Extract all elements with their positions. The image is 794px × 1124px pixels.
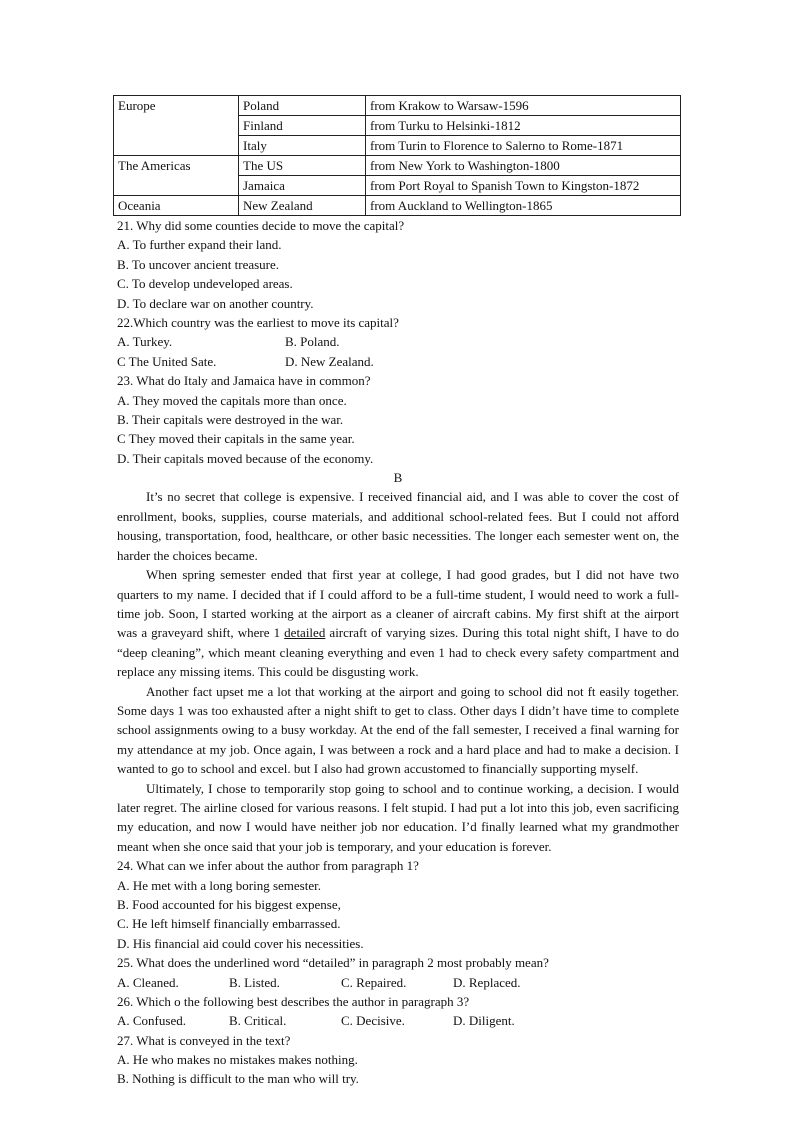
option-c: C They moved their capitals in the same year. — [117, 431, 355, 447]
question-23 — [117, 371, 679, 468]
country-cell: Jamaica — [239, 176, 366, 196]
question-stem: 23. What do Italy and Jamaica have in common? — [117, 373, 371, 389]
question-stem: 25. What does the underlined word “detailed” in paragraph 2 most probably mean? — [117, 955, 549, 971]
country-cell: Finland — [239, 116, 366, 136]
paragraph-3: Another fact upset me a lot that working at the airport and going to school did not ft easily together. Some days 1 was too exhausted after a night shift to get to class. Other days I didn’t have time to complete school assignments owing to a busy workday. At the end of the fall semester, I received a final warning for my attendance at my job. Once again, I was between a rock and a hard place and had to make a decision. I wanted to go to school and excel. but I also had grown accustomed to financially supporting myself. — [117, 683, 679, 777]
option-a: A. He who makes no mistakes makes nothing. — [117, 1052, 358, 1068]
option-d: D. Diligent. — [453, 1013, 515, 1029]
options-row — [117, 973, 679, 992]
region-cell: Oceania — [114, 196, 239, 216]
country-cell: Poland — [239, 96, 366, 116]
region-cell: Europe — [114, 96, 239, 116]
options-row — [117, 1011, 679, 1030]
option-d: D. Replaced. — [453, 974, 521, 990]
question-stem: 24. What can we infer about the author from paragraph 1? — [117, 858, 419, 874]
option-c: C. To develop undeveloped areas. — [117, 276, 293, 292]
paragraph-2-start: When spring semester ended that first year at college, I had good grades, but I did not have two quarters to my name. I decided that if I could afford to be a full-time student, I would need to work a full-time job. Soon, I started working at the airport as a cleaner of aircraft cabins. My first shift at the airport was a graveyard shift, where 1 — [117, 567, 679, 641]
move-cell: from Port Royal to Spanish Town to Kingston-1872 — [366, 176, 681, 196]
option-b: B. Listed. — [229, 974, 280, 990]
option-c: C. He left himself financially embarrassed. — [117, 916, 341, 932]
move-cell: from New York to Washington-1800 — [366, 156, 681, 176]
region-cell — [114, 176, 239, 196]
question-21 — [117, 216, 679, 313]
country-cell: Italy — [239, 136, 366, 156]
region-cell — [114, 116, 239, 136]
question-24 — [117, 856, 679, 953]
option-b: B. Critical. — [229, 1013, 287, 1029]
move-cell: from Krakow to Warsaw-1596 — [366, 96, 681, 116]
move-cell: from Turin to Florence to Salerno to Rome-1871 — [366, 136, 681, 156]
option-b: B. Nothing is difficult to the man who will try. — [117, 1071, 359, 1087]
table-row — [114, 116, 681, 136]
country-cell: New Zealand — [239, 196, 366, 216]
option-b: B. Their capitals were destroyed in the war. — [117, 411, 344, 427]
paragraph-2-end: aircraft of varying sizes. During this total night shift, I have to do “deep cleaning”, which meant cleaning everything and even 1 had to check every safety compartment and replace any missing items. This could be disgusting work. — [117, 625, 679, 680]
question-27 — [117, 1031, 679, 1089]
table-row — [114, 196, 681, 216]
option-d: D. Their capitals moved because of the economy. — [117, 450, 374, 466]
option-a: A. They moved the capitals more than once. — [117, 392, 347, 408]
table-row — [114, 96, 681, 116]
region-cell: The Americas — [114, 156, 239, 176]
region-cell — [114, 136, 239, 156]
paragraph-2 — [117, 565, 679, 681]
country-cell: The US — [239, 156, 366, 176]
option-c: C. Decisive. — [341, 1013, 405, 1029]
question-stem: 22.Which country was the earliest to move its capital? — [117, 314, 399, 330]
question-22 — [117, 313, 679, 371]
table-row — [114, 176, 681, 196]
option-a: A. Cleaned. — [117, 974, 179, 990]
options-row — [117, 332, 679, 351]
exam-page — [117, 95, 679, 1089]
option-d: D. New Zealand. — [285, 353, 374, 369]
question-stem: 27. What is conveyed in the text? — [117, 1032, 291, 1048]
capital-moves-table — [113, 95, 681, 216]
table-row — [114, 136, 681, 156]
option-a: A. To further expand their land. — [117, 237, 282, 253]
table-row — [114, 156, 681, 176]
option-b: B. Food accounted for his biggest expense, — [117, 896, 341, 912]
option-b: B. To uncover ancient treasure. — [117, 256, 280, 272]
option-d: D. To declare war on another country. — [117, 295, 314, 311]
reading-passage — [117, 487, 679, 856]
question-25 — [117, 953, 679, 992]
move-cell: from Auckland to Wellington-1865 — [366, 196, 681, 216]
option-c: C. Repaired. — [341, 974, 407, 990]
option-d: D. His financial aid could cover his necessities. — [117, 935, 364, 951]
option-c: C The United Sate. — [117, 353, 217, 369]
option-b: B. Poland. — [285, 334, 340, 350]
underlined-word: detailed — [284, 625, 326, 641]
option-a: A. Turkey. — [117, 334, 173, 350]
section-heading: B — [393, 470, 403, 486]
move-cell: from Turku to Helsinki-1812 — [366, 116, 681, 136]
question-26 — [117, 992, 679, 1031]
question-stem: 21. Why did some counties decide to move the capital? — [117, 218, 405, 233]
question-stem: 26. Which o the following best describes the author in paragraph 3? — [117, 993, 470, 1009]
option-a: A. He met with a long boring semester. — [117, 877, 321, 893]
option-a: A. Confused. — [117, 1013, 186, 1029]
paragraph-1: It’s no secret that college is expensive. I received financial aid, and I was able to cover the cost of enrollment, books, supplies, course materials, and additional school-related fees. But I could not afford housing, transportation, food, healthcare, or other basic necessities. The longer each semester went on, the harder the choices became. — [117, 489, 679, 563]
options-row — [117, 352, 679, 371]
paragraph-4: Ultimately, I chose to temporarily stop going to school and to continue working, a decision. I would later regret. The airline closed for various reasons. I felt stupid. I had put a lot into this job, even sacrificing my education, and now I would have neither job nor education. I’d finally learned what my grandmother meant when she once said that your job is temporary, and your education is forever. — [117, 780, 679, 854]
